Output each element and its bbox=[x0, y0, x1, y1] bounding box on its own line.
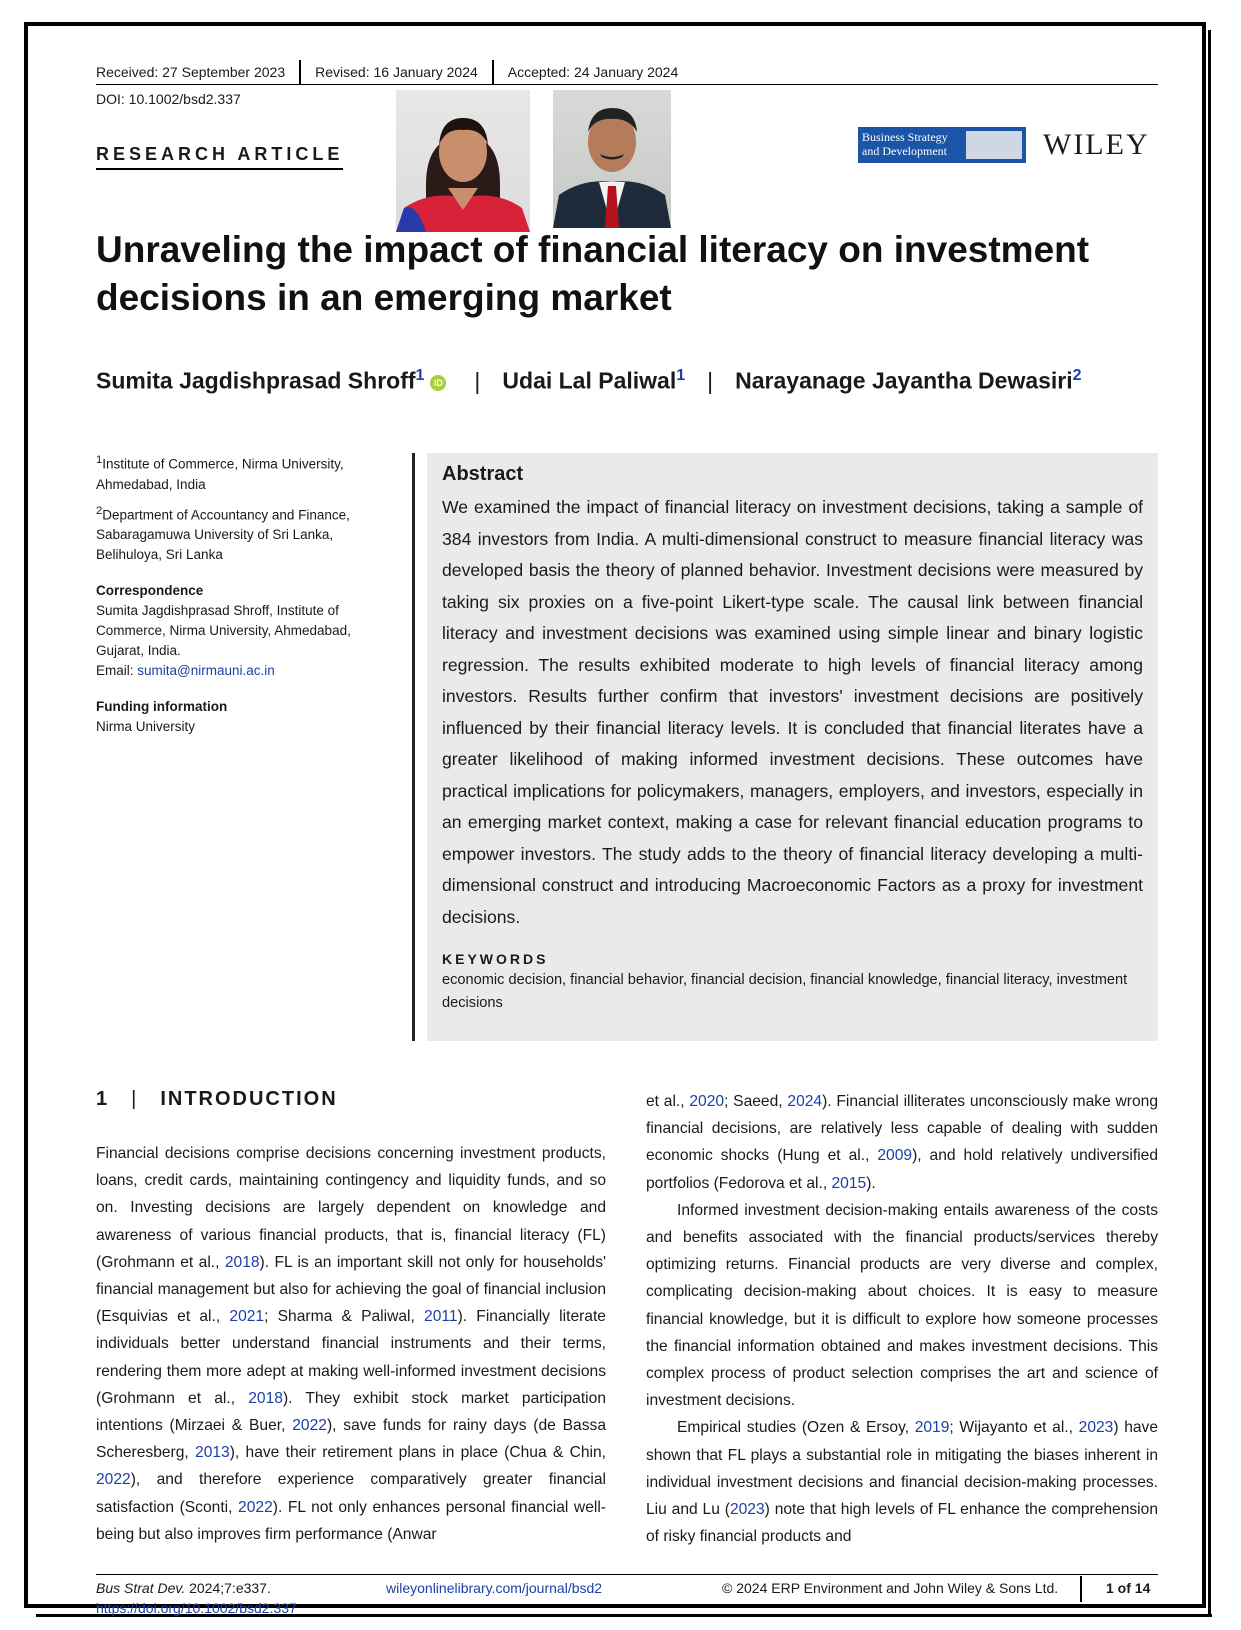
accepted-date: Accepted: 24 January 2024 bbox=[507, 64, 679, 80]
author-photo bbox=[396, 90, 530, 232]
affiliation-marker: 1 bbox=[676, 367, 686, 384]
citation-link[interactable]: 2023 bbox=[1078, 1419, 1114, 1437]
abstract-box bbox=[427, 453, 1158, 1041]
publisher-logo[interactable]: WILEY bbox=[1043, 128, 1150, 161]
keywords-heading: KEYWORDS bbox=[442, 951, 549, 967]
citation-link[interactable]: 2024 bbox=[787, 1093, 823, 1110]
author-name[interactable]: Narayanage Jayantha Dewasiri bbox=[735, 367, 1073, 394]
citation-link[interactable]: 2015 bbox=[831, 1174, 867, 1192]
affiliation-1 bbox=[96, 450, 386, 495]
footer-citation bbox=[96, 1580, 271, 1596]
affiliation-marker: 1 bbox=[415, 367, 425, 384]
body-column-left bbox=[96, 1140, 606, 1548]
footer-rule bbox=[96, 1574, 1158, 1575]
divider bbox=[299, 60, 301, 84]
journal-abbrev: Bus Strat Dev. bbox=[96, 1580, 186, 1596]
page-number: 1 of 14 bbox=[1106, 1580, 1151, 1596]
affiliation-marker: 2 bbox=[1072, 367, 1082, 384]
affiliations-panel bbox=[96, 450, 386, 737]
orcid-icon[interactable]: iD bbox=[430, 375, 446, 391]
section-title: INTRODUCTION bbox=[160, 1088, 338, 1110]
page-border-shadow bbox=[1208, 30, 1211, 1616]
citation-link[interactable]: 2020 bbox=[689, 1093, 725, 1110]
author-photo bbox=[553, 90, 671, 228]
citation-link[interactable]: 2021 bbox=[229, 1308, 265, 1326]
citation-link[interactable]: 2022 bbox=[96, 1471, 131, 1489]
article-title: Unraveling the impact of financial literacy on investment decisions in an emerging market bbox=[96, 229, 1090, 318]
body-column-right bbox=[646, 1088, 1158, 1550]
author-list bbox=[96, 367, 1082, 395]
affiliation-marker: 1 bbox=[96, 454, 103, 466]
email-link[interactable]: sumita@nirmauni.ac.in bbox=[137, 663, 275, 678]
author-separator: | bbox=[707, 367, 714, 394]
paragraph: Informed investment decision-making entails awareness of the costs and benefits associated with the financial products/services thereby optimizing returns. Financial products are very diverse and complex, complicating decision-making about choices. It is easy to measure financial knowledge, but it is difficult to explore how someone processes the financial information obtained and makes investment decisions. This complex process of product selection comprises the art and science of investment decisions. bbox=[646, 1201, 1158, 1410]
received-date: Received: 27 September 2023 bbox=[96, 64, 286, 80]
journal-cover-art-icon bbox=[966, 131, 1022, 159]
affiliation-text: Department of Accountancy and Finance, Sabaragamuwa University of Sri Lanka, Belihuloya, Sri Lanka bbox=[96, 507, 350, 562]
affiliation-2 bbox=[96, 501, 386, 566]
correspondence-address: Sumita Jagdishprasad Shroff, Institute of Commerce, Nirma University, Ahmedabad, Gujarat, India. bbox=[96, 603, 351, 658]
abstract-rule bbox=[412, 453, 415, 1041]
citation-link[interactable]: 2023 bbox=[729, 1501, 765, 1519]
author-name[interactable]: Udai Lal Paliwal bbox=[502, 367, 677, 394]
journal-logo[interactable] bbox=[858, 127, 1026, 163]
citation-link[interactable]: 2019 bbox=[914, 1419, 950, 1437]
section-separator: | bbox=[131, 1088, 139, 1110]
email-label: Email: bbox=[96, 663, 138, 678]
paragraph: et al., 2020; Saeed, 2024). Financial illiterates unconsciously make wrong financial decisions, are relatively less capable of dealing with sudden economic shocks (Hung et al., 2009), and hold relatively undiversified portfolios (Fedorova et al., 2015). bbox=[646, 1093, 1159, 1192]
footer-doi bbox=[96, 1600, 297, 1616]
citation-link[interactable]: 2018 bbox=[248, 1389, 283, 1407]
journal-logo-line2: and Development bbox=[862, 144, 947, 158]
affiliation-marker: 2 bbox=[96, 504, 103, 517]
history-dates bbox=[96, 60, 1158, 85]
footer-journal-url bbox=[386, 1580, 602, 1596]
footer-copyright: © 2024 ERP Environment and John Wiley & Sons Ltd. bbox=[722, 1580, 1059, 1596]
citation-link[interactable]: 2022 bbox=[292, 1417, 327, 1435]
citation-link[interactable]: 2009 bbox=[877, 1147, 913, 1165]
abstract-heading: Abstract bbox=[442, 463, 524, 485]
citation-link[interactable]: 2018 bbox=[224, 1253, 260, 1271]
author-name[interactable]: Sumita Jagdishprasad Shroff bbox=[96, 367, 416, 394]
doi: DOI: 10.1002/bsd2.337 bbox=[96, 91, 241, 107]
author-separator: | bbox=[474, 367, 481, 394]
keywords-text: economic decision, financial behavior, financial decision, financial knowledge, financial literacy, investment decisions bbox=[442, 972, 1128, 1011]
doi-link[interactable]: https://doi.org/10.1002/bsd2.337 bbox=[96, 1600, 297, 1616]
article-type: RESEARCH ARTICLE bbox=[96, 144, 343, 170]
volume-info: 2024;7:e337. bbox=[185, 1580, 271, 1596]
abstract-text: We examined the impact of financial literacy on investment decisions, taking a sample of 384 investors from India. A multi-dimensional construct to measure financial literacy was developed basis the theory of planned behavior. Investment decisions were measured by taking six proxies on a five-point Likert-type scale. The causal link between financial literacy and investment decisions was examined using simple linear and binary logistic regression. The results exhibited moderate to high levels of financial literacy among investors. Results further confirm that investors' investment decisions are positively influenced by their financial literacy levels. It is concluded that financial literates have a greater likelihood of making informed investment decisions. These outcomes have practical implications for policymakers, managers, employers, and investors, especially in an emerging market context, making a case for relevant financial education programs to empower investors. The study adds to the theory of financial literacy developing a multi-dimensional construct and introducing Macroeconomic Factors as a proxy for investment decisions. bbox=[442, 497, 1143, 927]
section-heading bbox=[96, 1088, 338, 1111]
paragraph: Financial decisions comprise decisions concerning investment products, loans, credit cards, maintaining contingency and liquidity funds, and so on. Investing decisions are largely dependent on knowledge and awareness of various financial products, that is, financial literacy (FL) (Grohmann et al., 2018). FL is an important skill not only for households' financial management but also for achieving the goal of financial inclusion (Esquivias et al., 2021; Sharma & Paliwal, 2011). Financially literate individuals better understand financial instruments and their terms, rendering them more adept at making well-informed investment decisions (Grohmann et al., 2018). They exhibit stock market participation intentions (Mirzaei & Buer, 2022), save funds for rainy days (de Bassa Scheresberg, 2013), have their retirement plans in place (Chua & Chin, 2022), and therefore experience comparatively greater financial satisfaction (Sconti, 2022). FL not only enhances personal financial well-being but also improves firm performance (Anwar bbox=[96, 1145, 606, 1543]
funding-text: Nirma University bbox=[96, 719, 196, 734]
funding-heading: Funding information bbox=[96, 699, 228, 714]
correspondence-text bbox=[96, 601, 386, 681]
correspondence-heading: Correspondence bbox=[96, 583, 204, 598]
divider bbox=[1080, 1576, 1082, 1602]
divider bbox=[492, 60, 494, 84]
journal-logo-line1: Business Strategy bbox=[862, 130, 948, 144]
citation-link[interactable]: 2011 bbox=[424, 1308, 458, 1326]
paragraph: Empirical studies (Ozen & Ersoy, 2019; Wijayanto et al., 2023) have shown that FL plays a substantial role in mitigating the biases inherent in individual investment decisions and financial decision-making processes. Liu and Lu (2023) note that high levels of FL enhance the comprehension of risky financial products and bbox=[646, 1419, 1159, 1546]
section-number: 1 bbox=[96, 1088, 110, 1110]
affiliation-text: Institute of Commerce, Nirma University, Ahmedabad, India bbox=[96, 456, 344, 492]
citation-link[interactable]: 2013 bbox=[195, 1444, 230, 1462]
revised-date: Revised: 16 January 2024 bbox=[315, 64, 478, 80]
journal-url-link[interactable]: wileyonlinelibrary.com/journal/bsd2 bbox=[386, 1580, 603, 1596]
citation-link[interactable]: 2022 bbox=[238, 1498, 273, 1516]
